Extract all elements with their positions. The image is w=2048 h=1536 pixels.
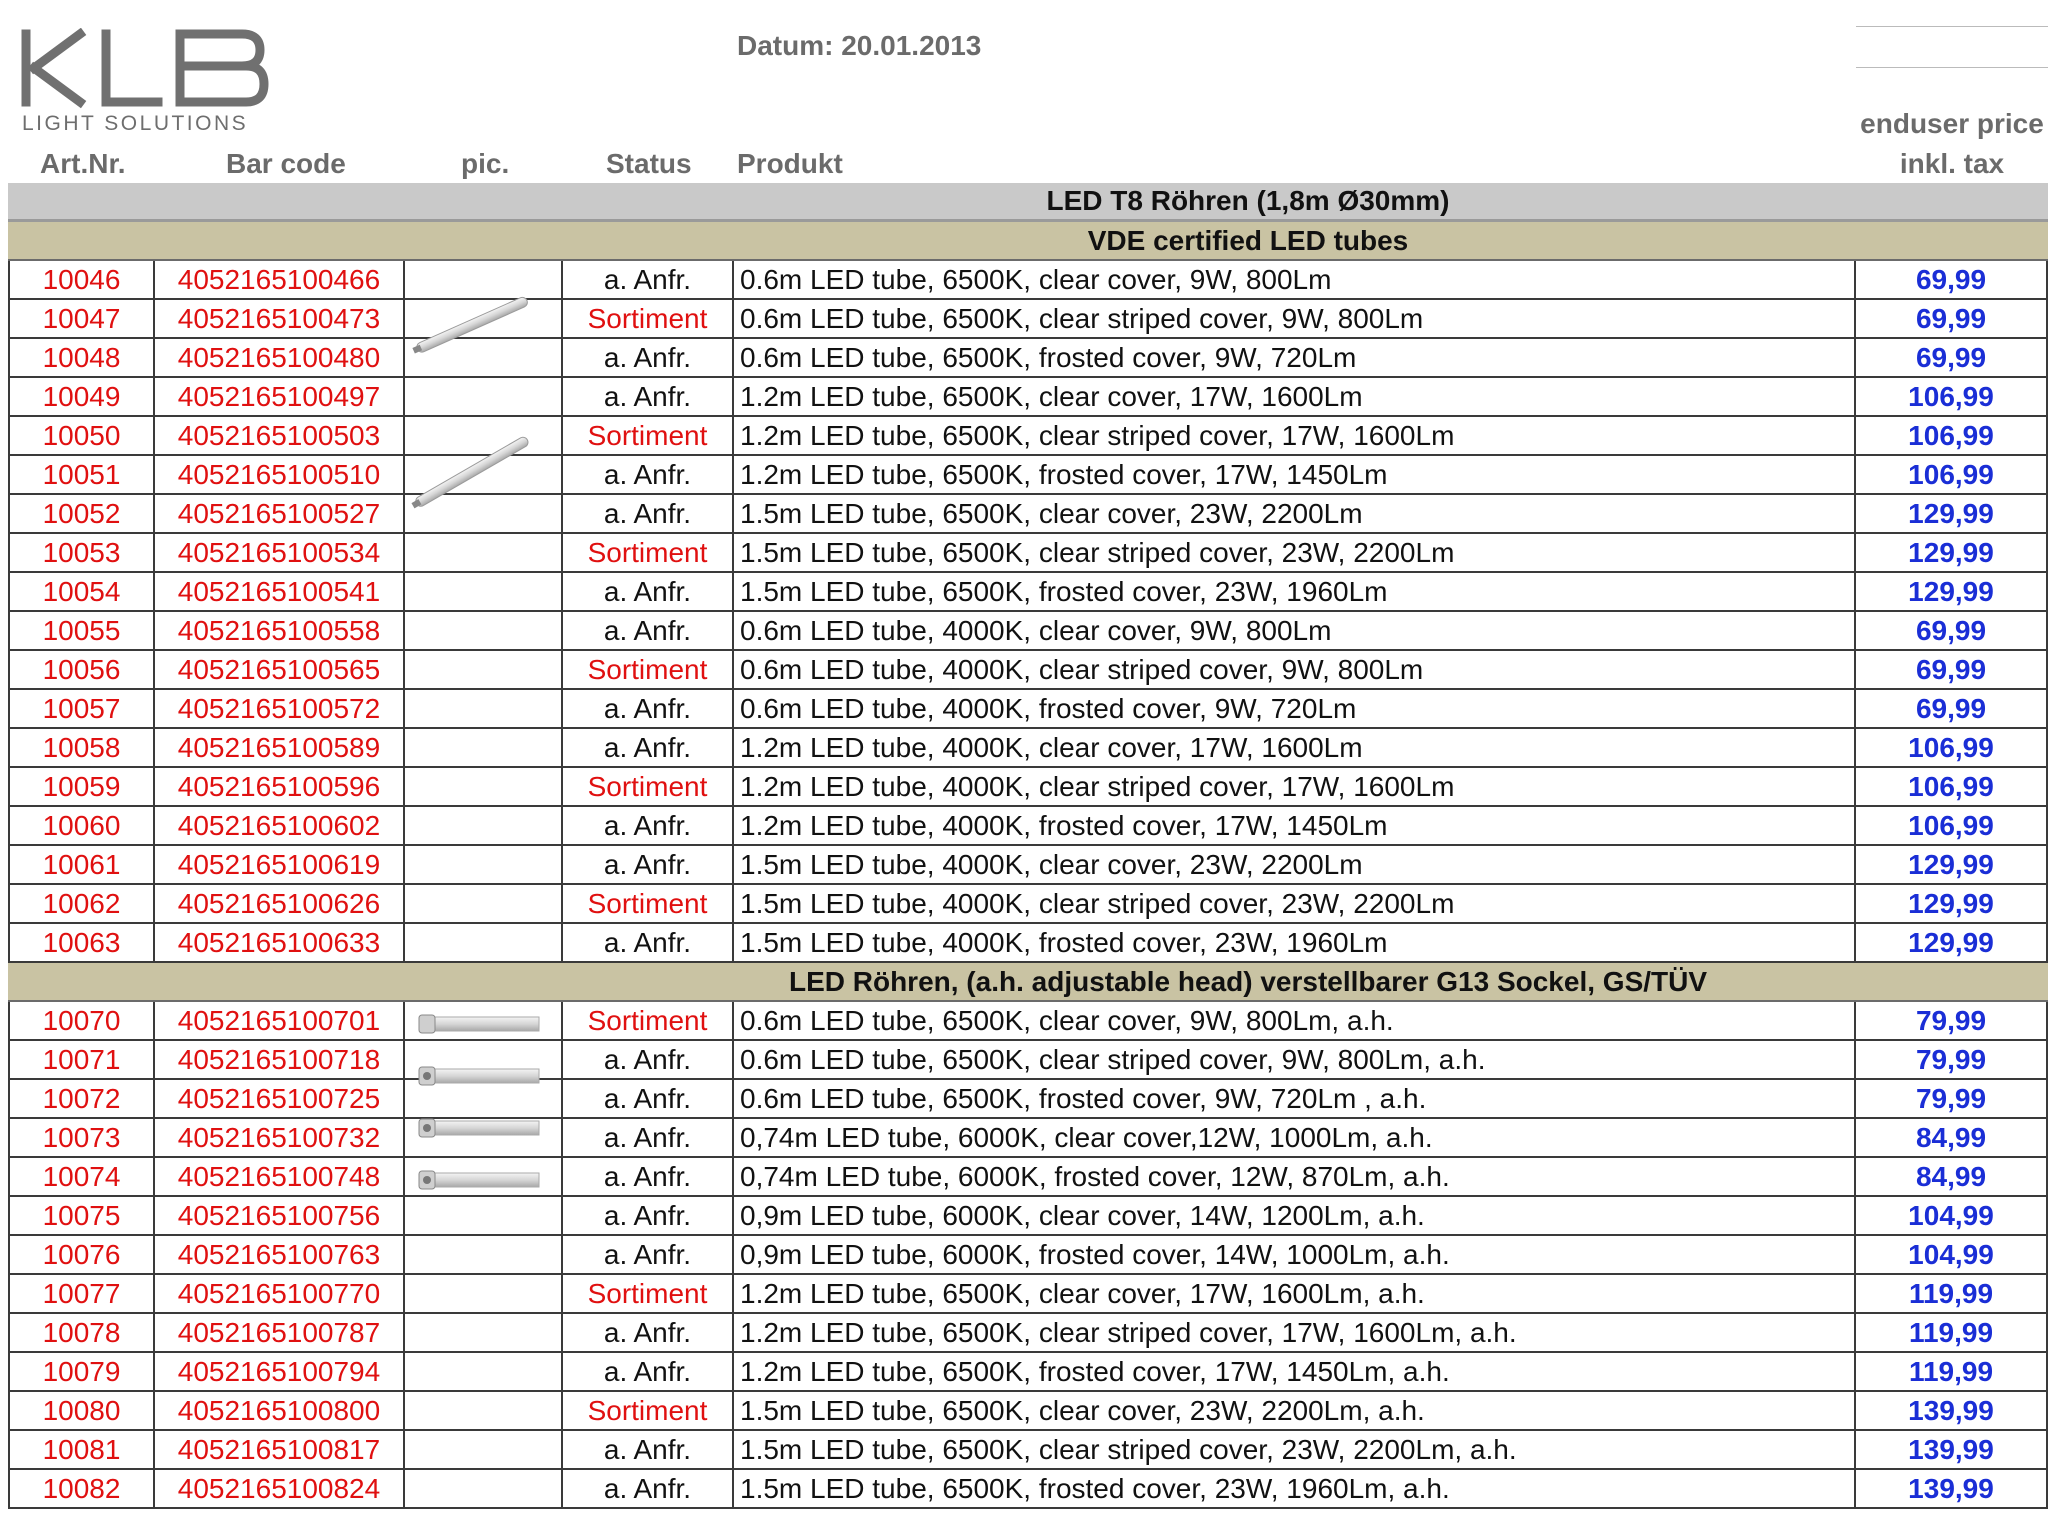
- table-row: [8, 1314, 2048, 1353]
- product-description: 1.5m LED tube, 6500K, clear cover, 23W, 2200Lm: [734, 495, 1856, 532]
- price: 84,99: [1856, 1158, 2048, 1195]
- section-band-vde: [8, 222, 2048, 261]
- barcode: 4052165100589: [155, 729, 405, 766]
- price-header-line2: inkl. tax: [1899, 148, 2005, 179]
- price: 69,99: [1856, 300, 2048, 337]
- article-number: 10059: [8, 768, 155, 805]
- table-row: [8, 573, 2048, 612]
- picture-cell: [405, 729, 563, 766]
- price: 106,99: [1856, 456, 2048, 493]
- status: a. Anfr.: [563, 1119, 734, 1156]
- picture-cell: [405, 924, 563, 961]
- price: 79,99: [1856, 1002, 2048, 1039]
- klb-logo-mark: [20, 28, 270, 110]
- price: 69,99: [1856, 261, 2048, 298]
- table-row: [8, 1236, 2048, 1275]
- product-description: 0.6m LED tube, 6500K, frosted cover, 9W, 720Lm , a.h.: [734, 1080, 1856, 1117]
- article-number: 10053: [8, 534, 155, 571]
- status: Sortiment: [563, 1392, 734, 1429]
- barcode: 4052165100794: [155, 1353, 405, 1390]
- barcode: 4052165100701: [155, 1002, 405, 1039]
- article-number: 10062: [8, 885, 155, 922]
- table-row: [8, 729, 2048, 768]
- product-description: 0.6m LED tube, 6500K, frosted cover, 9W, 720Lm: [734, 339, 1856, 376]
- picture-cell: [405, 885, 563, 922]
- klb-logo: [20, 28, 270, 136]
- price: 119,99: [1856, 1314, 2048, 1351]
- status: Sortiment: [563, 1275, 734, 1312]
- article-number: 10060: [8, 807, 155, 844]
- document-date: Datum: 20.01.2013: [737, 30, 982, 61]
- table-row: [8, 300, 2048, 339]
- picture-cell: [405, 378, 563, 415]
- product-description: 1.2m LED tube, 4000K, frosted cover, 17W, 1450Lm: [734, 807, 1856, 844]
- barcode: 4052165100725: [155, 1080, 405, 1117]
- price: 129,99: [1856, 846, 2048, 883]
- barcode: 4052165100480: [155, 339, 405, 376]
- product-description: 0,9m LED tube, 6000K, clear cover, 14W, 1200Lm, a.h.: [734, 1197, 1856, 1234]
- table-row: [8, 807, 2048, 846]
- product-description: 1.5m LED tube, 4000K, frosted cover, 23W, 1960Lm: [734, 924, 1856, 961]
- price: 139,99: [1856, 1470, 2048, 1507]
- product-description: 1.2m LED tube, 6500K, clear cover, 17W, 1600Lm, a.h.: [734, 1275, 1856, 1312]
- article-number: 10073: [8, 1119, 155, 1156]
- status: Sortiment: [563, 300, 734, 337]
- logo-subtitle: LIGHT SOLUTIONS: [22, 112, 249, 135]
- status: Sortiment: [563, 651, 734, 688]
- barcode: 4052165100732: [155, 1119, 405, 1156]
- status: a. Anfr.: [563, 1236, 734, 1273]
- price: 129,99: [1856, 924, 2048, 961]
- product-description: 1.5m LED tube, 6500K, frosted cover, 23W, 1960Lm, a.h.: [734, 1470, 1856, 1507]
- article-number: 10063: [8, 924, 155, 961]
- article-number: 10052: [8, 495, 155, 532]
- barcode: 4052165100510: [155, 456, 405, 493]
- picture-cell: [405, 690, 563, 727]
- article-number: 10074: [8, 1158, 155, 1195]
- price: 129,99: [1856, 885, 2048, 922]
- price: 139,99: [1856, 1431, 2048, 1468]
- table-row: [8, 495, 2048, 534]
- article-number: 10077: [8, 1275, 155, 1312]
- picture-cell: [405, 807, 563, 844]
- price: 69,99: [1856, 651, 2048, 688]
- status: a. Anfr.: [563, 573, 734, 610]
- section-title-main: LED T8 Röhren (1,8m Ø30mm): [1046, 185, 1450, 216]
- price: 104,99: [1856, 1197, 2048, 1234]
- price: 119,99: [1856, 1275, 2048, 1312]
- price: 106,99: [1856, 768, 2048, 805]
- table-row: [8, 690, 2048, 729]
- price: 69,99: [1856, 339, 2048, 376]
- article-number: 10076: [8, 1236, 155, 1273]
- product-description: 0.6m LED tube, 6500K, clear striped cover, 9W, 800Lm: [734, 300, 1856, 337]
- picture-cell: [405, 1275, 563, 1312]
- article-number: 10055: [8, 612, 155, 649]
- price: 119,99: [1856, 1353, 2048, 1390]
- picture-cell: [405, 534, 563, 571]
- article-number: 10082: [8, 1470, 155, 1507]
- table-row: [8, 651, 2048, 690]
- section-band-main: [8, 183, 2048, 222]
- picture-cell: [405, 612, 563, 649]
- product-description: 0.6m LED tube, 4000K, clear striped cover, 9W, 800Lm: [734, 651, 1856, 688]
- article-number: 10048: [8, 339, 155, 376]
- price-table: [8, 183, 2048, 1509]
- column-header-status: Status: [606, 148, 692, 179]
- table-row: [8, 1041, 2048, 1080]
- article-number: 10072: [8, 1080, 155, 1117]
- article-number: 10078: [8, 1314, 155, 1351]
- price: 139,99: [1856, 1392, 2048, 1429]
- column-header-art: Art.Nr.: [40, 148, 126, 179]
- price: 129,99: [1856, 495, 2048, 532]
- table-row: [8, 1431, 2048, 1470]
- product-description: 0,9m LED tube, 6000K, frosted cover, 14W, 1000Lm, a.h.: [734, 1236, 1856, 1273]
- led-tube-image: [405, 282, 540, 372]
- barcode: 4052165100534: [155, 534, 405, 571]
- article-number: 10047: [8, 300, 155, 337]
- status: a. Anfr.: [563, 1470, 734, 1507]
- article-number: 10050: [8, 417, 155, 454]
- status: a. Anfr.: [563, 1197, 734, 1234]
- product-description: 0.6m LED tube, 6500K, clear striped cover, 9W, 800Lm, a.h.: [734, 1041, 1856, 1078]
- table-row: [8, 846, 2048, 885]
- article-number: 10071: [8, 1041, 155, 1078]
- status: a. Anfr.: [563, 1158, 734, 1195]
- table-row: [8, 339, 2048, 378]
- picture-cell: [405, 1470, 563, 1507]
- adjustable-head-tubes-image: [405, 1003, 540, 1228]
- article-number: 10051: [8, 456, 155, 493]
- product-description: 1.5m LED tube, 6500K, clear striped cover, 23W, 2200Lm, a.h.: [734, 1431, 1856, 1468]
- barcode: 4052165100817: [155, 1431, 405, 1468]
- table-row: [8, 924, 2048, 963]
- status: Sortiment: [563, 534, 734, 571]
- table-row: [8, 885, 2048, 924]
- vde-rows: [8, 261, 2048, 963]
- article-number: 10049: [8, 378, 155, 415]
- price: 129,99: [1856, 534, 2048, 571]
- status: a. Anfr.: [563, 807, 734, 844]
- table-row: [8, 378, 2048, 417]
- price: 69,99: [1856, 690, 2048, 727]
- status: Sortiment: [563, 885, 734, 922]
- table-row: [8, 1353, 2048, 1392]
- price: 106,99: [1856, 378, 2048, 415]
- barcode: 4052165100527: [155, 495, 405, 532]
- article-number: 10054: [8, 573, 155, 610]
- price: 79,99: [1856, 1080, 2048, 1117]
- barcode: 4052165100541: [155, 573, 405, 610]
- status: a. Anfr.: [563, 846, 734, 883]
- barcode: 4052165100718: [155, 1041, 405, 1078]
- status: a. Anfr.: [563, 1431, 734, 1468]
- table-row: [8, 1158, 2048, 1197]
- status: a. Anfr.: [563, 456, 734, 493]
- table-row: [8, 417, 2048, 456]
- article-number: 10075: [8, 1197, 155, 1234]
- barcode: 4052165100633: [155, 924, 405, 961]
- status: Sortiment: [563, 417, 734, 454]
- barcode: 4052165100572: [155, 690, 405, 727]
- table-row: [8, 612, 2048, 651]
- table-row: [8, 1119, 2048, 1158]
- product-description: 0.6m LED tube, 4000K, clear cover, 9W, 800Lm: [734, 612, 1856, 649]
- price: 106,99: [1856, 417, 2048, 454]
- price: 84,99: [1856, 1119, 2048, 1156]
- table-row: [8, 1275, 2048, 1314]
- article-number: 10081: [8, 1431, 155, 1468]
- picture-cell: [405, 1431, 563, 1468]
- product-description: 1.2m LED tube, 6500K, clear striped cover, 17W, 1600Lm: [734, 417, 1856, 454]
- product-description: 1.2m LED tube, 6500K, frosted cover, 17W, 1450Lm, a.h.: [734, 1353, 1856, 1390]
- status: a. Anfr.: [563, 1353, 734, 1390]
- status: a. Anfr.: [563, 378, 734, 415]
- article-number: 10046: [8, 261, 155, 298]
- picture-cell: [405, 1392, 563, 1429]
- column-header-product: Produkt: [737, 148, 843, 179]
- column-header-barcode: Bar code: [226, 148, 346, 179]
- article-number: 10058: [8, 729, 155, 766]
- table-row: [8, 1392, 2048, 1431]
- product-description: 1.5m LED tube, 6500K, clear striped cover, 23W, 2200Lm: [734, 534, 1856, 571]
- barcode: 4052165100763: [155, 1236, 405, 1273]
- table-row: [8, 261, 2048, 300]
- article-number: 10056: [8, 651, 155, 688]
- barcode: 4052165100800: [155, 1392, 405, 1429]
- price: 69,99: [1856, 612, 2048, 649]
- product-description: 1.2m LED tube, 4000K, clear striped cover, 17W, 1600Lm: [734, 768, 1856, 805]
- barcode: 4052165100756: [155, 1197, 405, 1234]
- article-number: 10061: [8, 846, 155, 883]
- led-tube-image: [405, 424, 540, 524]
- barcode: 4052165100473: [155, 300, 405, 337]
- barcode: 4052165100558: [155, 612, 405, 649]
- picture-cell: [405, 1236, 563, 1273]
- barcode: 4052165100503: [155, 417, 405, 454]
- barcode: 4052165100466: [155, 261, 405, 298]
- article-number: 10070: [8, 1002, 155, 1039]
- status: a. Anfr.: [563, 339, 734, 376]
- barcode: 4052165100787: [155, 1314, 405, 1351]
- barcode: 4052165100626: [155, 885, 405, 922]
- price-header-box: [1856, 26, 2048, 108]
- product-description: 1.5m LED tube, 6500K, clear cover, 23W, 2200Lm, a.h.: [734, 1392, 1856, 1429]
- barcode: 4052165100602: [155, 807, 405, 844]
- article-number: 10079: [8, 1353, 155, 1390]
- ah-rows: [8, 1002, 2048, 1509]
- status: a. Anfr.: [563, 729, 734, 766]
- status: Sortiment: [563, 1002, 734, 1039]
- product-description: 1.2m LED tube, 4000K, clear cover, 17W, 1600Lm: [734, 729, 1856, 766]
- status: a. Anfr.: [563, 924, 734, 961]
- section-title-ah: LED Röhren, (a.h. adjustable head) verstellbarer G13 Sockel, GS/TÜV: [788, 965, 1708, 997]
- table-row: [8, 456, 2048, 495]
- section-title-vde: VDE certified LED tubes: [1087, 224, 1409, 256]
- article-number: 10057: [8, 690, 155, 727]
- barcode: 4052165100497: [155, 378, 405, 415]
- product-description: 0,74m LED tube, 6000K, clear cover,12W, 1000Lm, a.h.: [734, 1119, 1856, 1156]
- product-description: 1.5m LED tube, 4000K, clear cover, 23W, 2200Lm: [734, 846, 1856, 883]
- product-description: 1.5m LED tube, 6500K, frosted cover, 23W, 1960Lm: [734, 573, 1856, 610]
- table-row: [8, 1002, 2048, 1041]
- status: a. Anfr.: [563, 690, 734, 727]
- picture-cell: [405, 846, 563, 883]
- table-row: [8, 1470, 2048, 1509]
- barcode: 4052165100748: [155, 1158, 405, 1195]
- status: a. Anfr.: [563, 612, 734, 649]
- barcode: 4052165100596: [155, 768, 405, 805]
- section-band-ah: [8, 963, 2048, 1002]
- price: 106,99: [1856, 729, 2048, 766]
- price-header-line1: enduser price: [1860, 108, 2044, 139]
- price: 129,99: [1856, 573, 2048, 610]
- barcode: 4052165100565: [155, 651, 405, 688]
- product-description: 0.6m LED tube, 6500K, clear cover, 9W, 800Lm: [734, 261, 1856, 298]
- barcode: 4052165100824: [155, 1470, 405, 1507]
- article-number: 10080: [8, 1392, 155, 1429]
- column-header-pic: pic.: [461, 148, 510, 179]
- picture-cell: [405, 651, 563, 688]
- picture-cell: [405, 573, 563, 610]
- picture-cell: [405, 768, 563, 805]
- price: 79,99: [1856, 1041, 2048, 1078]
- table-row: [8, 534, 2048, 573]
- product-description: 1.2m LED tube, 6500K, frosted cover, 17W, 1450Lm: [734, 456, 1856, 493]
- product-description: 0.6m LED tube, 6500K, clear cover, 9W, 800Lm, a.h.: [734, 1002, 1856, 1039]
- picture-cell: [405, 1314, 563, 1351]
- price: 104,99: [1856, 1236, 2048, 1273]
- price: 106,99: [1856, 807, 2048, 844]
- product-description: 0,74m LED tube, 6000K, frosted cover, 12W, 870Lm, a.h.: [734, 1158, 1856, 1195]
- table-row: [8, 1197, 2048, 1236]
- status: a. Anfr.: [563, 1041, 734, 1078]
- barcode: 4052165100770: [155, 1275, 405, 1312]
- picture-cell: [405, 1353, 563, 1390]
- product-description: 1.5m LED tube, 4000K, clear striped cover, 23W, 2200Lm: [734, 885, 1856, 922]
- status: a. Anfr.: [563, 1314, 734, 1351]
- table-row: [8, 1080, 2048, 1119]
- status: a. Anfr.: [563, 1080, 734, 1117]
- table-row: [8, 768, 2048, 807]
- status: Sortiment: [563, 768, 734, 805]
- product-description: 0.6m LED tube, 4000K, frosted cover, 9W, 720Lm: [734, 690, 1856, 727]
- product-description: 1.2m LED tube, 6500K, clear cover, 17W, 1600Lm: [734, 378, 1856, 415]
- status: a. Anfr.: [563, 261, 734, 298]
- product-description: 1.2m LED tube, 6500K, clear striped cover, 17W, 1600Lm, a.h.: [734, 1314, 1856, 1351]
- status: a. Anfr.: [563, 495, 734, 532]
- barcode: 4052165100619: [155, 846, 405, 883]
